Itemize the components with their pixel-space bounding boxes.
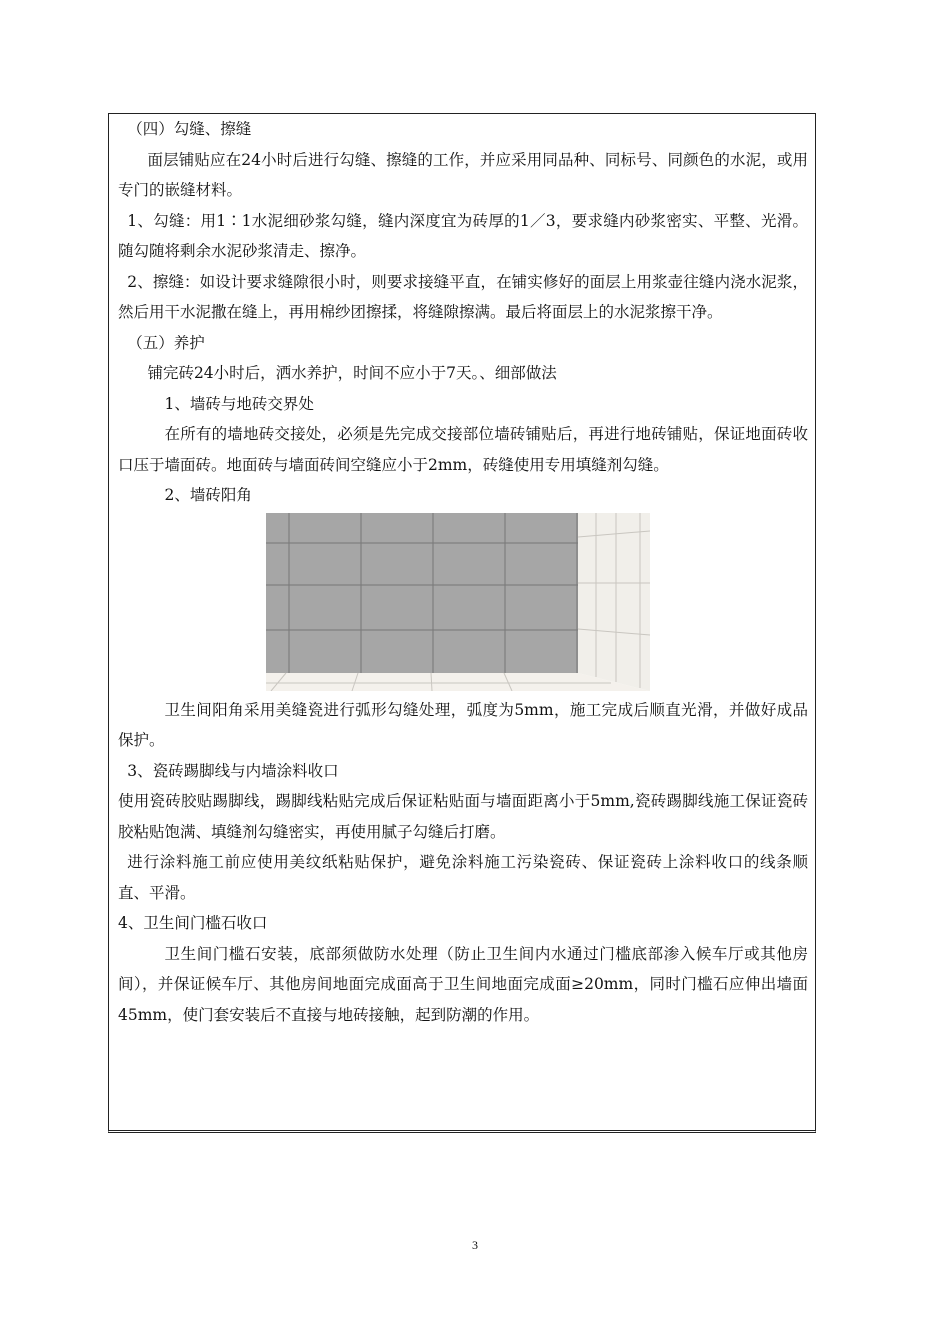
- wall-tile-corner-illustration: [266, 513, 650, 691]
- paragraph: 1、勾缝：用1∶1水泥细砂浆勾缝，缝内深度宜为砖厚的1／3，要求缝内砂浆密实、平整、光滑。随勾随将剩余水泥砂浆清走、擦净。: [118, 211, 808, 260]
- subheading-wall-floor-junction: 1、墙砖与地砖交界处: [164, 394, 314, 413]
- paragraph: 卫生间阳角采用美缝瓷进行弧形勾缝处理，弧度为5mm，施工完成后顺直光滑，并做好成品保护。: [118, 700, 808, 749]
- paragraph: 铺完砖24小时后，洒水养护，时间不应小于7天。、细部做法: [147, 364, 557, 382]
- heading-curing: （五）养护: [127, 333, 205, 352]
- paragraph: 2、擦缝：如设计要求缝隙很小时，则要求接缝平直，在铺实修好的面层上用浆壶往缝内浇水泥浆，然后用干水泥撒在缝上，再用棉纱团擦揉，将缝隙擦满。最后将面层上的水泥浆擦干净。: [118, 272, 808, 321]
- subheading-wall-tile-corner: 2、墙砖阳角: [164, 486, 252, 504]
- paragraph: 使用瓷砖胶贴踢脚线，踢脚线粘贴完成后保证粘贴面与墙面距离小于5mm,瓷砖踢脚线施工保证瓷砖胶粘贴饱满、填缝剂勾缝密实，再使用腻子勾缝后打磨。: [118, 792, 808, 841]
- subheading-threshold: 4、卫生间门槛石收口: [118, 914, 268, 932]
- heading-grout: （四）勾缝、擦缝: [127, 120, 252, 138]
- paragraph: 在所有的墙地砖交接处，必须是先完成交接部位墙砖铺贴后，再进行地砖铺贴，保证地面砖收口压于墙面砖。地面砖与墙面砖间空缝应小于2mm，砖缝使用专用填缝剂勾缝。: [118, 425, 808, 474]
- document-body: [118, 114, 808, 1030]
- subheading-skirting: 3、瓷砖踢脚线与内墙涂料收口: [127, 761, 339, 780]
- paragraph: 面层铺贴应在24小时后进行勾缝、擦缝的工作，并应采用同品种、同标号、同颜色的水泥，或用专门的嵌缝材料。: [118, 150, 808, 199]
- page-number: 3: [472, 1238, 478, 1252]
- paragraph: 卫生间门槛石安装，底部须做防水处理（防止卫生间内水通过门槛底部渗入候车厅或其他房间），并保证候车厅、其他房间地面完成面高于卫生间地面完成面≥20mm，同时门槛石应伸出墙面45mm，使门套安装后不直接与地砖接触，起到防潮的作用。: [118, 944, 808, 1024]
- paragraph: 进行涂料施工前应使用美纹纸粘贴保护，避免涂料施工污染瓷砖、保证瓷砖上涂料收口的线条顺直、平滑。: [118, 853, 808, 902]
